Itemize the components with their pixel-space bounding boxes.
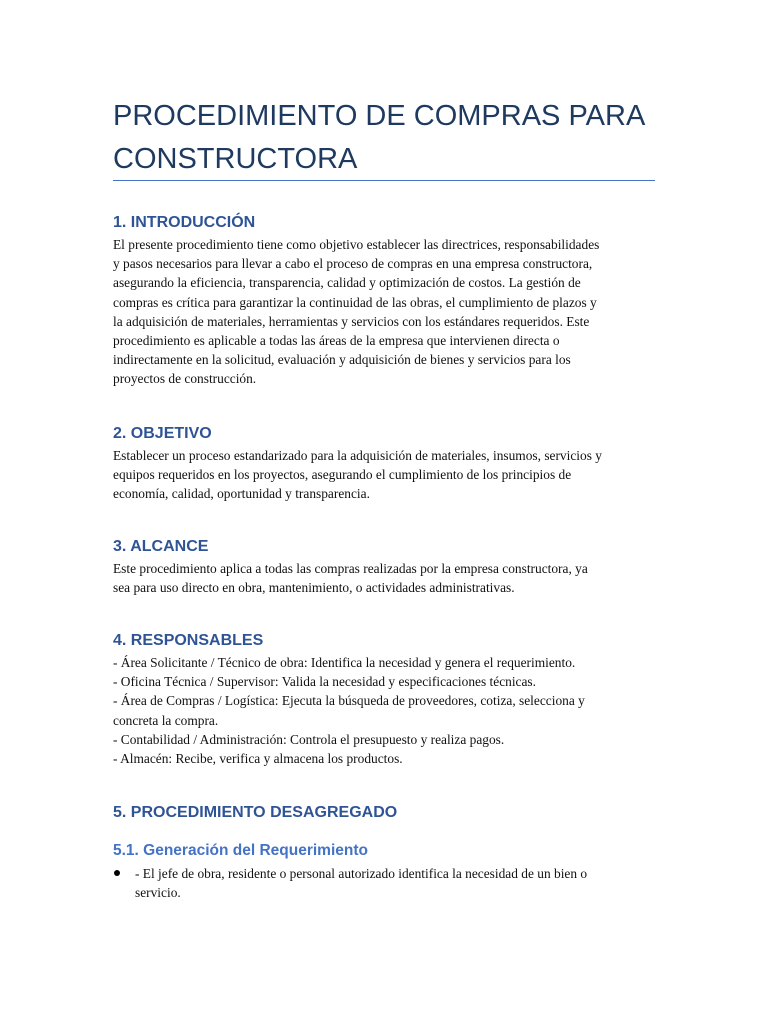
section-paragraph bbox=[113, 559, 655, 597]
paragraph-line: - Oficina Técnica / Supervisor: Valida la necesidad y especificaciones técnicas. bbox=[113, 674, 536, 690]
paragraph-line: - Área de Compras / Logística: Ejecuta la búsqueda de proveedores, cotiza, selecciona y bbox=[113, 693, 585, 709]
paragraph-line: y pasos necesarios para llevar a cabo el proceso de compras en una empresa constructora, bbox=[113, 256, 593, 272]
section-responsables bbox=[113, 631, 655, 768]
section-heading: 4. RESPONSABLES bbox=[113, 632, 264, 649]
paragraph-line: - Almacén: Recibe, verifica y almacena los productos. bbox=[113, 751, 403, 767]
paragraph-line: - Contabilidad / Administración: Controla el presupuesto y realiza pagos. bbox=[113, 731, 505, 747]
bullet-line: servicio. bbox=[135, 885, 181, 901]
document-title bbox=[113, 95, 655, 181]
section-paragraph bbox=[113, 653, 655, 768]
paragraph-line: la adquisición de materiales, herramientas y servicios con los estándares requeridos. Este bbox=[113, 313, 590, 329]
section-introduccion bbox=[113, 213, 655, 389]
bullet-line: - El jefe de obra, residente o personal autorizado identifica la necesidad de un bien o bbox=[135, 866, 588, 881]
paragraph-line: asegurando la eficiencia, transparencia, calidad y optimización de costos. La gestión de bbox=[113, 275, 581, 291]
bullet-icon bbox=[114, 870, 120, 876]
paragraph-line: Establecer un proceso estandarizado para la adquisición de materiales, insumos, servicios y bbox=[113, 448, 602, 463]
paragraph-line: economía, calidad, oportunidad y transparencia. bbox=[113, 486, 370, 502]
section-heading: 2. OBJETIVO bbox=[113, 425, 212, 442]
paragraph-line: sea para uso directo en obra, mantenimiento, o actividades administrativas. bbox=[113, 580, 515, 596]
bullet-list-item bbox=[113, 864, 655, 902]
paragraph-line: compras es crítica para garantizar la continuidad de las obras, el cumplimiento de plazos y bbox=[113, 294, 597, 310]
section-heading: 1. INTRODUCCIÓN bbox=[113, 214, 256, 231]
paragraph-line: equipos requeridos en los proyectos, asegurando el cumplimiento de los principios de bbox=[113, 467, 572, 483]
subsection-generacion-requerimiento bbox=[113, 841, 655, 902]
section-paragraph bbox=[113, 235, 655, 389]
title-line: PROCEDIMIENTO DE COMPRAS PARA bbox=[113, 100, 646, 132]
section-heading: 3. ALCANCE bbox=[113, 538, 209, 555]
paragraph-line: procedimiento es aplicable a todas las áreas de la empresa que intervienen directa o bbox=[113, 333, 560, 349]
subsection-heading: 5.1. Generación del Requerimiento bbox=[113, 842, 368, 859]
paragraph-line: - Área Solicitante / Técnico de obra: Identifica la necesidad y genera el requerimiento. bbox=[113, 655, 576, 670]
section-paragraph bbox=[113, 446, 655, 504]
paragraph-line: El presente procedimiento tiene como objetivo establecer las directrices, responsabilidades bbox=[113, 237, 600, 252]
section-objetivo bbox=[113, 424, 655, 504]
title-divider bbox=[113, 180, 655, 181]
section-alcance bbox=[113, 537, 655, 597]
paragraph-line: proyectos de construcción. bbox=[113, 371, 257, 387]
paragraph-line: indirectamente en la solicitud, evaluación y adquisición de bienes y servicios para los bbox=[113, 352, 571, 368]
section-heading: 5. PROCEDIMIENTO DESAGREGADO bbox=[113, 804, 398, 821]
section-procedimiento bbox=[113, 803, 655, 823]
title-line: CONSTRUCTORA bbox=[113, 143, 358, 175]
paragraph-line: Este procedimiento aplica a todas las compras realizadas por la empresa constructora, ya bbox=[113, 561, 588, 576]
paragraph-line: concreta la compra. bbox=[113, 712, 219, 728]
